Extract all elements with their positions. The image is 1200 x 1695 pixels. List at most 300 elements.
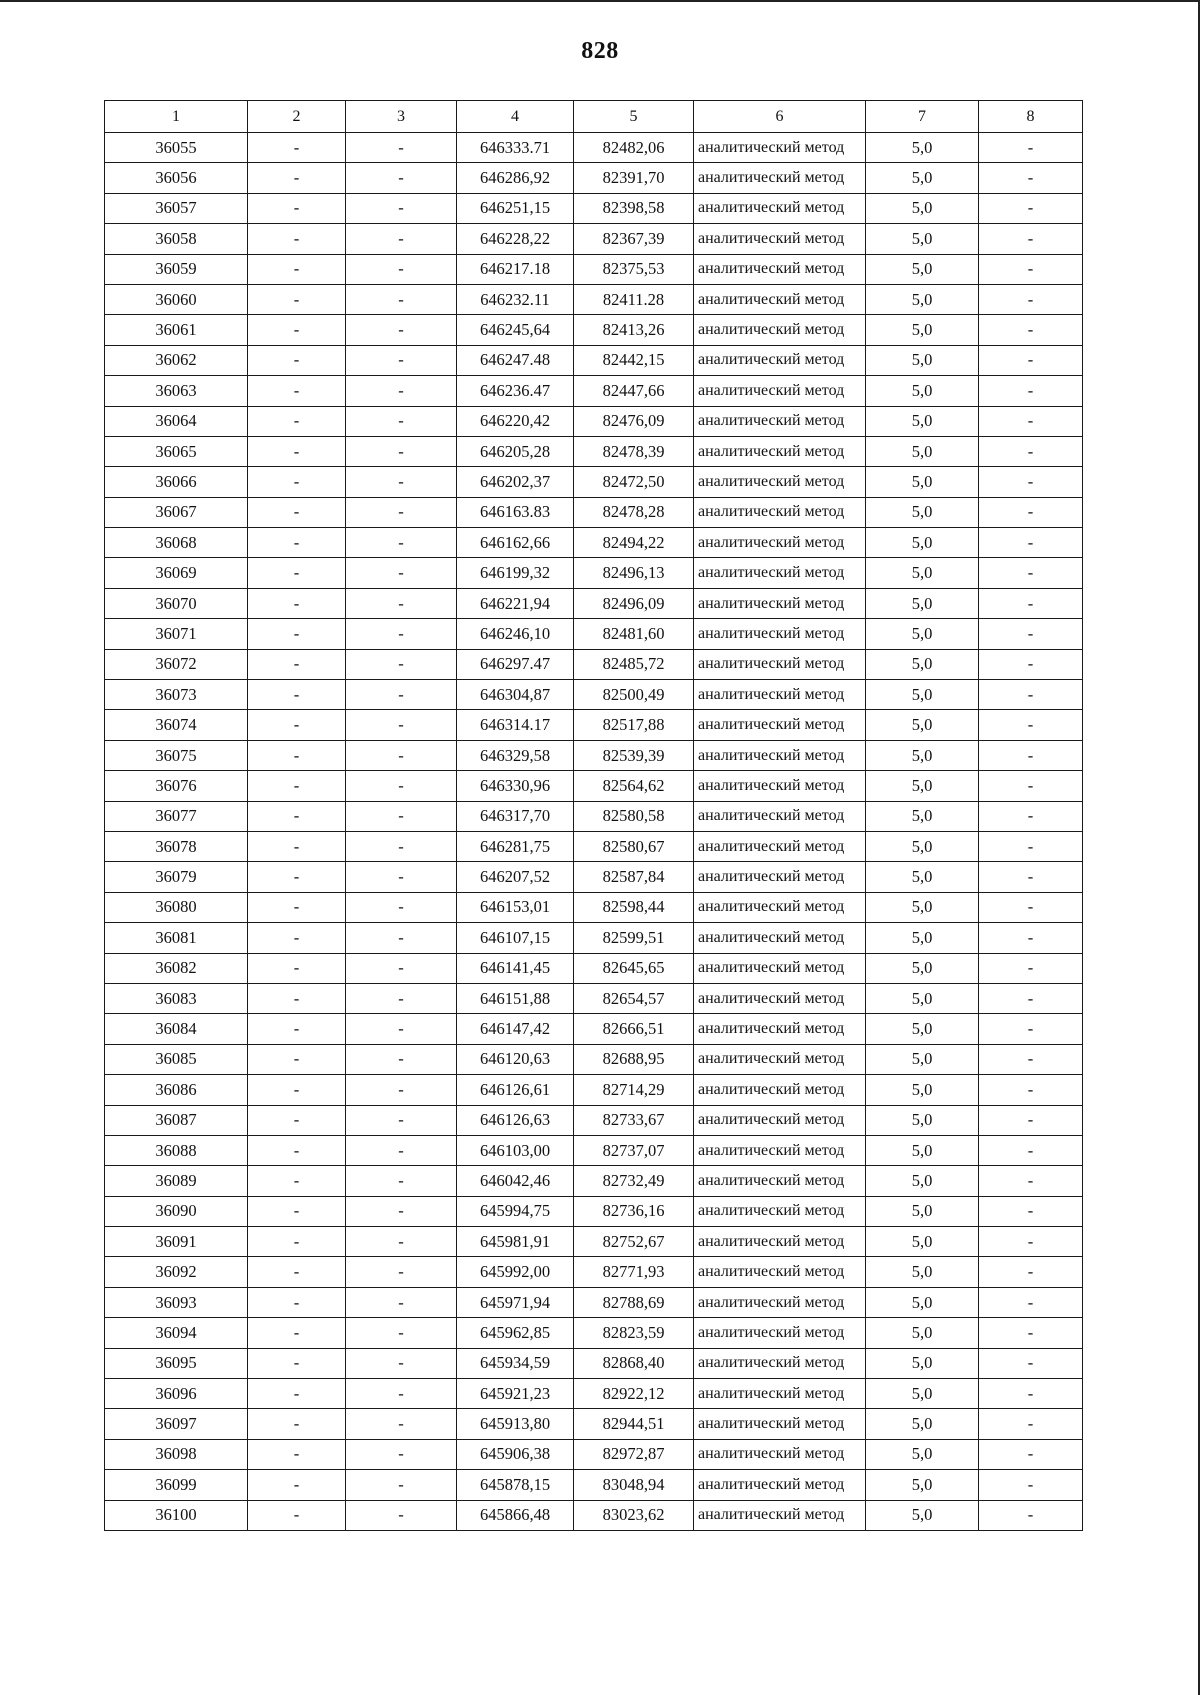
method-cell: аналитический метод (694, 740, 866, 770)
page-edge-top (0, 0, 1200, 2)
point-number-cell: 36056 (105, 163, 248, 193)
col3-cell: - (346, 1014, 457, 1044)
col8-cell: - (979, 376, 1083, 406)
col2-cell: - (248, 345, 346, 375)
col3-cell: - (346, 771, 457, 801)
method-cell: аналитический метод (694, 831, 866, 861)
table-row (105, 892, 1083, 922)
y-coordinate-cell: 82666,51 (574, 1014, 694, 1044)
accuracy-cell: 5,0 (866, 831, 979, 861)
x-coordinate-cell: 646333.71 (457, 133, 574, 163)
col8-cell: - (979, 1470, 1083, 1500)
x-coordinate-cell: 646247.48 (457, 345, 574, 375)
col8-cell: - (979, 740, 1083, 770)
method-cell: аналитический метод (694, 406, 866, 436)
table-row (105, 588, 1083, 618)
point-number-cell: 36057 (105, 193, 248, 223)
table-row (105, 1500, 1083, 1530)
method-cell: аналитический метод (694, 558, 866, 588)
method-cell: аналитический метод (694, 1135, 866, 1165)
col8-cell: - (979, 224, 1083, 254)
table-row (105, 528, 1083, 558)
col2-cell: - (248, 1166, 346, 1196)
table-row (105, 1196, 1083, 1226)
method-cell: аналитический метод (694, 133, 866, 163)
col3-cell: - (346, 1075, 457, 1105)
point-number-cell: 36080 (105, 892, 248, 922)
y-coordinate-cell: 82564,62 (574, 771, 694, 801)
table-row (105, 1166, 1083, 1196)
method-cell: аналитический метод (694, 163, 866, 193)
column-header: 4 (457, 101, 574, 133)
y-coordinate-cell: 83048,94 (574, 1470, 694, 1500)
col3-cell: - (346, 1409, 457, 1439)
accuracy-cell: 5,0 (866, 588, 979, 618)
point-number-cell: 36079 (105, 862, 248, 892)
accuracy-cell: 5,0 (866, 649, 979, 679)
col8-cell: - (979, 1166, 1083, 1196)
x-coordinate-cell: 646317,70 (457, 801, 574, 831)
table-row (105, 1348, 1083, 1378)
accuracy-cell: 5,0 (866, 1105, 979, 1135)
y-coordinate-cell: 82485,72 (574, 649, 694, 679)
col2-cell: - (248, 1287, 346, 1317)
table-row (105, 1287, 1083, 1317)
col2-cell: - (248, 892, 346, 922)
y-coordinate-cell: 82868,40 (574, 1348, 694, 1378)
column-header: 8 (979, 101, 1083, 133)
method-cell: аналитический метод (694, 467, 866, 497)
col8-cell: - (979, 649, 1083, 679)
point-number-cell: 36100 (105, 1500, 248, 1530)
table-row (105, 710, 1083, 740)
x-coordinate-cell: 645992,00 (457, 1257, 574, 1287)
y-coordinate-cell: 82823,59 (574, 1318, 694, 1348)
method-cell: аналитический метод (694, 1318, 866, 1348)
col3-cell: - (346, 740, 457, 770)
accuracy-cell: 5,0 (866, 1257, 979, 1287)
y-coordinate-cell: 82442,15 (574, 345, 694, 375)
accuracy-cell: 5,0 (866, 224, 979, 254)
point-number-cell: 36077 (105, 801, 248, 831)
col8-cell: - (979, 1227, 1083, 1257)
accuracy-cell: 5,0 (866, 953, 979, 983)
page-number: 828 (581, 38, 619, 64)
col8-cell: - (979, 133, 1083, 163)
table-row (105, 1044, 1083, 1074)
col8-cell: - (979, 1409, 1083, 1439)
table-row (105, 649, 1083, 679)
col3-cell: - (346, 193, 457, 223)
header-row (105, 101, 1083, 133)
y-coordinate-cell: 82413,26 (574, 315, 694, 345)
point-number-cell: 36092 (105, 1257, 248, 1287)
method-cell: аналитический метод (694, 376, 866, 406)
point-number-cell: 36085 (105, 1044, 248, 1074)
method-cell: аналитический метод (694, 1348, 866, 1378)
x-coordinate-cell: 646126,63 (457, 1105, 574, 1135)
col3-cell: - (346, 831, 457, 861)
table-row (105, 862, 1083, 892)
accuracy-cell: 5,0 (866, 1500, 979, 1530)
point-number-cell: 36065 (105, 436, 248, 466)
col2-cell: - (248, 771, 346, 801)
y-coordinate-cell: 82478,28 (574, 497, 694, 527)
y-coordinate-cell: 82580,58 (574, 801, 694, 831)
method-cell: аналитический метод (694, 680, 866, 710)
column-header: 5 (574, 101, 694, 133)
y-coordinate-cell: 82375,53 (574, 254, 694, 284)
col3-cell: - (346, 1196, 457, 1226)
col2-cell: - (248, 406, 346, 436)
point-number-cell: 36090 (105, 1196, 248, 1226)
accuracy-cell: 5,0 (866, 892, 979, 922)
accuracy-cell: 5,0 (866, 1409, 979, 1439)
method-cell: аналитический метод (694, 224, 866, 254)
accuracy-cell: 5,0 (866, 771, 979, 801)
col3-cell: - (346, 224, 457, 254)
y-coordinate-cell: 82771,93 (574, 1257, 694, 1287)
col2-cell: - (248, 710, 346, 740)
point-number-cell: 36059 (105, 254, 248, 284)
y-coordinate-cell: 82476,09 (574, 406, 694, 436)
y-coordinate-cell: 82645,65 (574, 953, 694, 983)
method-cell: аналитический метод (694, 1439, 866, 1469)
col8-cell: - (979, 497, 1083, 527)
y-coordinate-cell: 82732,49 (574, 1166, 694, 1196)
col3-cell: - (346, 1257, 457, 1287)
col8-cell: - (979, 1135, 1083, 1165)
accuracy-cell: 5,0 (866, 710, 979, 740)
y-coordinate-cell: 82539,39 (574, 740, 694, 770)
y-coordinate-cell: 82494,22 (574, 528, 694, 558)
col3-cell: - (346, 619, 457, 649)
point-number-cell: 36082 (105, 953, 248, 983)
col2-cell: - (248, 1318, 346, 1348)
col3-cell: - (346, 133, 457, 163)
point-number-cell: 36089 (105, 1166, 248, 1196)
y-coordinate-cell: 82944,51 (574, 1409, 694, 1439)
col3-cell: - (346, 680, 457, 710)
col3-cell: - (346, 315, 457, 345)
point-number-cell: 36063 (105, 376, 248, 406)
col8-cell: - (979, 923, 1083, 953)
col2-cell: - (248, 163, 346, 193)
table-row (105, 497, 1083, 527)
col3-cell: - (346, 1287, 457, 1317)
x-coordinate-cell: 645878,15 (457, 1470, 574, 1500)
point-number-cell: 36083 (105, 983, 248, 1013)
point-number-cell: 36064 (105, 406, 248, 436)
table-row (105, 345, 1083, 375)
point-number-cell: 36078 (105, 831, 248, 861)
col2-cell: - (248, 224, 346, 254)
accuracy-cell: 5,0 (866, 983, 979, 1013)
col3-cell: - (346, 497, 457, 527)
method-cell: аналитический метод (694, 193, 866, 223)
method-cell: аналитический метод (694, 497, 866, 527)
x-coordinate-cell: 645962,85 (457, 1318, 574, 1348)
col8-cell: - (979, 436, 1083, 466)
y-coordinate-cell: 82736,16 (574, 1196, 694, 1226)
col2-cell: - (248, 619, 346, 649)
accuracy-cell: 5,0 (866, 497, 979, 527)
col2-cell: - (248, 1257, 346, 1287)
col8-cell: - (979, 892, 1083, 922)
table-row (105, 254, 1083, 284)
table-row (105, 619, 1083, 649)
col3-cell: - (346, 558, 457, 588)
point-number-cell: 36087 (105, 1105, 248, 1135)
method-cell: аналитический метод (694, 771, 866, 801)
col2-cell: - (248, 1075, 346, 1105)
table-row (105, 1257, 1083, 1287)
table-row (105, 831, 1083, 861)
y-coordinate-cell: 82496,09 (574, 588, 694, 618)
accuracy-cell: 5,0 (866, 1439, 979, 1469)
col3-cell: - (346, 953, 457, 983)
col3-cell: - (346, 436, 457, 466)
point-number-cell: 36097 (105, 1409, 248, 1439)
x-coordinate-cell: 646151,88 (457, 983, 574, 1013)
col3-cell: - (346, 649, 457, 679)
col2-cell: - (248, 1135, 346, 1165)
x-coordinate-cell: 645934,59 (457, 1348, 574, 1378)
x-coordinate-cell: 646202,37 (457, 467, 574, 497)
point-number-cell: 36081 (105, 923, 248, 953)
col3-cell: - (346, 345, 457, 375)
table-row (105, 558, 1083, 588)
x-coordinate-cell: 645906,38 (457, 1439, 574, 1469)
col8-cell: - (979, 1257, 1083, 1287)
col2-cell: - (248, 376, 346, 406)
col3-cell: - (346, 1166, 457, 1196)
col2-cell: - (248, 680, 346, 710)
point-number-cell: 36071 (105, 619, 248, 649)
x-coordinate-cell: 646330,96 (457, 771, 574, 801)
col8-cell: - (979, 1439, 1083, 1469)
x-coordinate-cell: 646126,61 (457, 1075, 574, 1105)
col2-cell: - (248, 862, 346, 892)
method-cell: аналитический метод (694, 1075, 866, 1105)
method-cell: аналитический метод (694, 588, 866, 618)
col2-cell: - (248, 831, 346, 861)
x-coordinate-cell: 646217.18 (457, 254, 574, 284)
method-cell: аналитический метод (694, 345, 866, 375)
x-coordinate-cell: 646232.11 (457, 284, 574, 314)
table-row (105, 801, 1083, 831)
col3-cell: - (346, 1318, 457, 1348)
method-cell: аналитический метод (694, 649, 866, 679)
x-coordinate-cell: 646141,45 (457, 953, 574, 983)
col8-cell: - (979, 163, 1083, 193)
x-coordinate-cell: 646245,64 (457, 315, 574, 345)
col3-cell: - (346, 528, 457, 558)
col3-cell: - (346, 376, 457, 406)
col2-cell: - (248, 284, 346, 314)
column-header: 2 (248, 101, 346, 133)
x-coordinate-cell: 646107,15 (457, 923, 574, 953)
accuracy-cell: 5,0 (866, 1135, 979, 1165)
col8-cell: - (979, 467, 1083, 497)
col2-cell: - (248, 1105, 346, 1135)
table-row (105, 740, 1083, 770)
col3-cell: - (346, 254, 457, 284)
method-cell: аналитический метод (694, 983, 866, 1013)
accuracy-cell: 5,0 (866, 133, 979, 163)
x-coordinate-cell: 646042,46 (457, 1166, 574, 1196)
method-cell: аналитический метод (694, 1166, 866, 1196)
col2-cell: - (248, 1196, 346, 1226)
x-coordinate-cell: 646329,58 (457, 740, 574, 770)
col2-cell: - (248, 1044, 346, 1074)
col8-cell: - (979, 710, 1083, 740)
col8-cell: - (979, 831, 1083, 861)
y-coordinate-cell: 82598,44 (574, 892, 694, 922)
y-coordinate-cell: 82922,12 (574, 1379, 694, 1409)
y-coordinate-cell: 82517,88 (574, 710, 694, 740)
point-number-cell: 36066 (105, 467, 248, 497)
point-number-cell: 36061 (105, 315, 248, 345)
y-coordinate-cell: 82733,67 (574, 1105, 694, 1135)
col8-cell: - (979, 588, 1083, 618)
point-number-cell: 36099 (105, 1470, 248, 1500)
table-row (105, 1014, 1083, 1044)
column-header: 1 (105, 101, 248, 133)
col8-cell: - (979, 1287, 1083, 1317)
col3-cell: - (346, 1439, 457, 1469)
point-number-cell: 36075 (105, 740, 248, 770)
col8-cell: - (979, 315, 1083, 345)
y-coordinate-cell: 82599,51 (574, 923, 694, 953)
y-coordinate-cell: 82500,49 (574, 680, 694, 710)
col2-cell: - (248, 1227, 346, 1257)
col8-cell: - (979, 1318, 1083, 1348)
method-cell: аналитический метод (694, 1287, 866, 1317)
accuracy-cell: 5,0 (866, 1044, 979, 1074)
x-coordinate-cell: 646221,94 (457, 588, 574, 618)
point-number-cell: 36068 (105, 528, 248, 558)
point-number-cell: 36095 (105, 1348, 248, 1378)
col8-cell: - (979, 1105, 1083, 1135)
method-cell: аналитический метод (694, 1500, 866, 1530)
col8-cell: - (979, 1348, 1083, 1378)
col3-cell: - (346, 284, 457, 314)
coordinates-table (104, 100, 1083, 1531)
method-cell: аналитический метод (694, 1044, 866, 1074)
col2-cell: - (248, 254, 346, 284)
y-coordinate-cell: 82580,67 (574, 831, 694, 861)
col2-cell: - (248, 1500, 346, 1530)
x-coordinate-cell: 646147,42 (457, 1014, 574, 1044)
point-number-cell: 36072 (105, 649, 248, 679)
col8-cell: - (979, 558, 1083, 588)
method-cell: аналитический метод (694, 1227, 866, 1257)
col3-cell: - (346, 1044, 457, 1074)
point-number-cell: 36062 (105, 345, 248, 375)
col8-cell: - (979, 680, 1083, 710)
x-coordinate-cell: 646314.17 (457, 710, 574, 740)
col3-cell: - (346, 1500, 457, 1530)
accuracy-cell: 5,0 (866, 1227, 979, 1257)
col8-cell: - (979, 406, 1083, 436)
col3-cell: - (346, 588, 457, 618)
col8-cell: - (979, 528, 1083, 558)
col2-cell: - (248, 588, 346, 618)
col2-cell: - (248, 558, 346, 588)
y-coordinate-cell: 82972,87 (574, 1439, 694, 1469)
col3-cell: - (346, 801, 457, 831)
x-coordinate-cell: 646297.47 (457, 649, 574, 679)
x-coordinate-cell: 645921,23 (457, 1379, 574, 1409)
method-cell: аналитический метод (694, 862, 866, 892)
column-header: 3 (346, 101, 457, 133)
method-cell: аналитический метод (694, 1409, 866, 1439)
x-coordinate-cell: 645913,80 (457, 1409, 574, 1439)
point-number-cell: 36084 (105, 1014, 248, 1044)
table-row (105, 376, 1083, 406)
col2-cell: - (248, 1379, 346, 1409)
col2-cell: - (248, 649, 346, 679)
x-coordinate-cell: 646236.47 (457, 376, 574, 406)
table-row (105, 133, 1083, 163)
table-row (105, 1105, 1083, 1135)
point-number-cell: 36093 (105, 1287, 248, 1317)
table-row (105, 163, 1083, 193)
accuracy-cell: 5,0 (866, 862, 979, 892)
x-coordinate-cell: 646205,28 (457, 436, 574, 466)
point-number-cell: 36055 (105, 133, 248, 163)
col2-cell: - (248, 1348, 346, 1378)
col8-cell: - (979, 801, 1083, 831)
method-cell: аналитический метод (694, 1470, 866, 1500)
point-number-cell: 36086 (105, 1075, 248, 1105)
x-coordinate-cell: 646153,01 (457, 892, 574, 922)
method-cell: аналитический метод (694, 801, 866, 831)
accuracy-cell: 5,0 (866, 254, 979, 284)
table-row (105, 406, 1083, 436)
col2-cell: - (248, 1470, 346, 1500)
col3-cell: - (346, 862, 457, 892)
accuracy-cell: 5,0 (866, 1014, 979, 1044)
accuracy-cell: 5,0 (866, 558, 979, 588)
table-row (105, 284, 1083, 314)
y-coordinate-cell: 82688,95 (574, 1044, 694, 1074)
table-row (105, 1409, 1083, 1439)
method-cell: аналитический метод (694, 1014, 866, 1044)
y-coordinate-cell: 82587,84 (574, 862, 694, 892)
accuracy-cell: 5,0 (866, 1379, 979, 1409)
accuracy-cell: 5,0 (866, 1166, 979, 1196)
table-body (105, 133, 1083, 1531)
accuracy-cell: 5,0 (866, 740, 979, 770)
method-cell: аналитический метод (694, 436, 866, 466)
col2-cell: - (248, 1409, 346, 1439)
table-header (105, 101, 1083, 133)
x-coordinate-cell: 646246,10 (457, 619, 574, 649)
col3-cell: - (346, 406, 457, 436)
point-number-cell: 36094 (105, 1318, 248, 1348)
y-coordinate-cell: 82391,70 (574, 163, 694, 193)
col8-cell: - (979, 1379, 1083, 1409)
col3-cell: - (346, 1105, 457, 1135)
table-row (105, 771, 1083, 801)
accuracy-cell: 5,0 (866, 193, 979, 223)
x-coordinate-cell: 645981,91 (457, 1227, 574, 1257)
point-number-cell: 36088 (105, 1135, 248, 1165)
method-cell: аналитический метод (694, 254, 866, 284)
table-row (105, 953, 1083, 983)
